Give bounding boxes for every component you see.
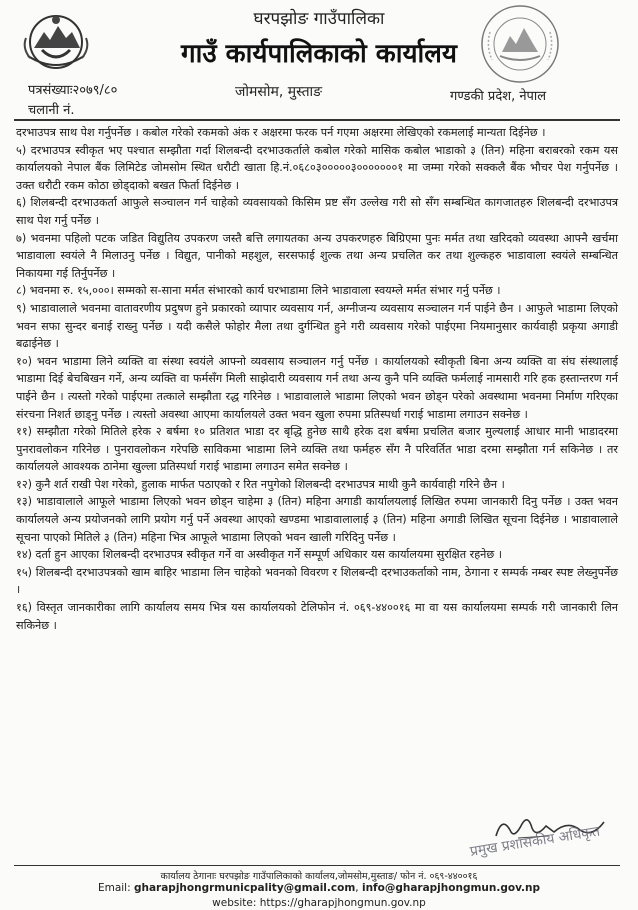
municipality-seal-icon: [478, 2, 562, 86]
footer-divider: [14, 865, 620, 866]
chief-administrative-officer-stamp: प्रमुख प्रशासकीय अधिकृत: [468, 823, 602, 860]
header-divider: [14, 119, 620, 121]
clause-9: ९) भाडावालाले भवनमा वातावरणीय प्रदुषण हुने प्रकारको व्यापार व्यवसाय गर्न, अग्नीजन्य व्यवसाय सञ्चालन गर्न पाईने छैन । आफुले भाडामा लिएको भवन सफा सुन्दर बनाई राख्नु पर्नेछ । यदी कसैले फोहोर मैला तथा दुर्गन्धित हुने गरी व्यवसाय गरेको पाईएमा नियमानुसार कार्यवाही प्रकृया अगाडी बढाईनेछ ।: [16, 301, 618, 351]
footer-website[interactable]: website: https://gharapjhongmun.gov.np: [212, 897, 426, 909]
clause-4-continued: दरभाउपत्र साथ पेश गर्नुपर्नेछ । कबोल गरेको रकमको अंक र अक्षरमा फरक पर्न गएमा अक्षरमा लेखिएको रकमलाई मान्यता दिईनेछ ।: [16, 126, 546, 139]
footer-emails: [0, 882, 638, 894]
clause-7: ७) भवनमा पहिलो पटक जडित विद्युतिय उपकरण जस्तै बत्ति लगायतका अन्य उपकरणहरु बिग्रिएमा पुनः मर्मत तथा खरिदको व्यवस्था आफ्नै खर्चमा भाडावाला स्वयंले नै मिलाउनु पर्नेछ । विद्युत, पानीको महशुल, सरसफाई शुल्क तथा अन्य प्रचलित कर तथा शुल्कहरु भाडावाला स्वयंले सम्बन्धित निकायमा गई तिर्नुपर्नेछ ।: [16, 231, 618, 280]
footer-address: कार्यालय ठेगानाः घरपझोङ गाउँपालिकाको कार्यालय,जोमसोम,मुस्ताङ/ फोन नं. ०६९-४४००१६: [160, 871, 478, 882]
clause-8: ८) भवनमा रु. १५,०००। सम्मको स-साना मर्मत संभारको कार्य घरभाडामा लिने भाडावाला स्वयम्ले मर्मत संभार गर्नु पर्नेछ ।: [16, 284, 501, 298]
notice-body: [16, 124, 618, 634]
municipality-name: घरपझोङ गाउँपालिका: [253, 9, 385, 29]
clause-12: १२) कुनै शर्त राखी पेश गरेको, हुलाक मार्फत पठाएको र रित नपुगेको शिलबन्दी दरभाउपत्र माथी कुनै कार्यवाही गरिने छैन ।: [16, 477, 505, 491]
email-label: Email:: [97, 882, 134, 894]
email-link-2[interactable]: info@gharapjhongmun.gov.np: [361, 882, 541, 894]
clause-16: १६) विस्तृत जानकारीका लागि कार्यालय समय भित्र यस कार्यालयको टेलिफोन नं. ०६९-४४००१६ मा वा यस कार्यालयमा सम्पर्क गरी जानकारी लिन सकिनेछ ।: [16, 601, 618, 632]
clause-14: १४) दर्ता हुन आएका शिलबन्दी दरभाउपत्र स्वीकृत गर्ने वा अस्वीकृत गर्ने सम्पूर्ण अधिकार यस कार्यालयमा सुरक्षित रहनेछ ।: [16, 548, 502, 562]
clause-15: १५) शिलबन्दी दरभाउपत्रको खाम बाहिर भाडामा लिन चाहेको भवनको विवरण र शिलबन्दी दरभाउकर्ताको नाम, ठेगाना र सम्पर्क नम्बर स्पष्ट लेख्नुपर्नेछ ।: [16, 565, 618, 597]
reference-number: पत्रसंख्याः२०७९/८०: [28, 83, 118, 98]
clause-5: ५) दरभाउपत्र स्वीकृत भए पश्चात सम्झौता गर्दा शिलबन्दी दरभाउकर्ताले कबोल गरेको मासिक कबोल भाडाको ३ (तिन) महिना बराबरको रकम यस कार्यालयको नेपाल बैंक लिमिटेड जोमसोम स्थित धरौटी खाता हि.नं.०६८०३०००००३०००००००१ मा जम्मा गरेको सक्कलै बैंक भौचर पेश गर्नुपर्नेछ । उक्त धरौटी रकम कोठा छोड्दाको बखत फिर्ता दिईनेछ ।: [16, 143, 618, 192]
clause-13: १३) भाडावालाले आफूले भाडामा लिएको भवन छोड्न चाहेमा ३ (तिन) महिना अगाडी कार्यालयलाई लिखित रुपमा जानकारी दिनु पर्नेछ । उक्त भवन कार्यालयले अन्य प्रयोजनको लागि प्रयोग गर्नु पर्ने अवस्था आएको खण्डमा भाडावालालाई ३ (तिन) महिना अगाडी लिखित सूचना दिईनेछ । भाडावालाले सूचना पाएको मितिले ३ (तिन) महिना भित्र आफूले भाडामा लिएको भवन खाली गरिदिनु पर्नेछ ।: [16, 495, 618, 544]
clause-11: ११) सम्झौता गरेको मितिले हरेक २ बर्षमा १० प्रतिशत भाडा दर बृद्धि हुनेछ साथै हरेक दश बर्षमा प्रचलित बजार मुल्यलाई आधार मानी भाडादरमा पुनरावलोकन गरिनेछ । पुनरावलोकन गरेपछि साविकमा भाडामा लिने व्यक्ति तथा फर्महरु सँग नै परिवर्तित भाडा दरमा सम्झौता गर्न सकिनेछ । तर कार्यालयले आवश्यक ठानेमा खुल्ला प्रतिस्पर्धा गराई भाडामा लगाउन समेत सक्नेछ ।: [16, 425, 618, 474]
letterhead: [0, 0, 638, 126]
clause-6: ६) शिलबन्दी दरभाउकर्ता आफुले सञ्चालन गर्न चाहेको व्यवसायको किसिम प्रष्ट सँग उल्लेख गरी सो सँग सम्बन्धित कागजातहरु शिलबन्दी दरभाउपत्र साथ पेश गर्नु पर्नेछ ।: [16, 196, 618, 227]
email-link-1[interactable]: gharapjhongrmunicpality@gmail.com: [133, 882, 356, 894]
clause-10: १०) भवन भाडामा लिने व्यक्ति वा संस्था स्वयंले आफ्नो व्यवसाय सञ्चालन गर्नु पर्नेछ । कार्यालयको स्वीकृती बिना अन्य व्यक्ति वा संघ संस्थालाई भाडामा दिई बेचबिखन गर्ने, अन्य व्यक्ति वा फर्मसँग मिली साझेदारी व्यवसाय गर्न तथा अन्य कुनै पनि व्यक्ति फर्मलाई नामसारी गरि हक हस्तान्तरण गर्न पाईने छैन । त्यस्तो गरेको पाईएमा तत्काले सम्झौता रद्ध गरिनेछ । भाडावालाले भाडामा लिएको भवन छोड्न परेको अवस्थामा भवनमा निर्माण गरिएका संरचना निशर्त छाड्नु पर्नेछ । त्यस्तो अवस्था आएमा कार्यालयले उक्त भवन खुला रुपमा प्रतिस्पर्धा गराई भाडामा लगाउन सक्नेछ ।: [16, 354, 618, 421]
email-separator: ,: [355, 882, 362, 894]
office-title: गाउँ कार्यपालिकाको कार्यालय: [181, 39, 457, 69]
dispatch-number: चलानी नं.: [28, 103, 75, 118]
province-name: गण्डकी प्रदेश, नेपाल: [450, 89, 547, 104]
office-location: जोमसोम, मुस्ताङ: [235, 84, 323, 100]
